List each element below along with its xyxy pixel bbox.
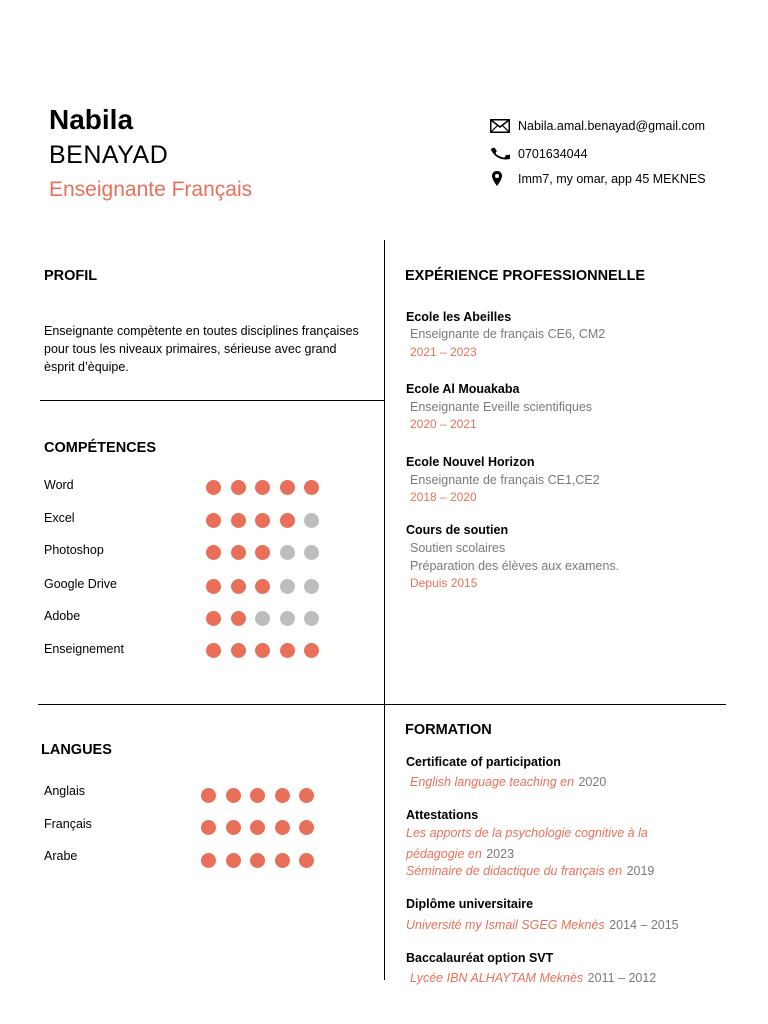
profile-divider (40, 400, 384, 401)
formation-title: FORMATION (405, 722, 492, 738)
rating-dot-filled (206, 611, 221, 626)
column-divider (384, 240, 385, 980)
experience-role: Enseignante Eveille scientifiques (410, 400, 593, 414)
experience-title: EXPÉRIENCE PROFESSIONNELLE (405, 268, 646, 284)
skill-label: Adobe (44, 609, 81, 623)
contact-address (490, 170, 706, 188)
skill-rating (206, 480, 319, 495)
experience-org: Ecole Al Mouakaba (406, 382, 520, 396)
rating-dot-filled (255, 643, 270, 658)
profile-title: PROFIL (44, 268, 98, 284)
first-name: Nabila (49, 104, 134, 135)
rating-dot-empty (304, 545, 319, 560)
experience-org: Ecole les Abeilles (406, 310, 512, 324)
formation-entry-detail: Université my Ismail SGEG Meknès 2014 – 2015 (406, 918, 679, 932)
formation-entry-detail: Séminaire de didactique du français en 2019 (406, 864, 655, 878)
last-name: BENAYAD (49, 141, 169, 169)
rating-dot-filled (280, 643, 295, 658)
rating-dot-filled (250, 853, 265, 868)
language-rating (201, 853, 314, 868)
experience-role: Soutien scolaires (410, 541, 506, 555)
contact-phone (490, 145, 588, 163)
address-text: Imm7, my omar, app 45 MEKNES (518, 172, 706, 186)
rating-dot-filled (280, 480, 295, 495)
rating-dot-filled (231, 643, 246, 658)
rating-dot-empty (255, 611, 270, 626)
rating-dot-empty (280, 611, 295, 626)
email-text[interactable]: Nabila.amal.benayad@gmail.com (518, 119, 706, 133)
rating-dot-filled (201, 820, 216, 835)
rating-dot-filled (201, 853, 216, 868)
language-rating (201, 788, 314, 803)
rating-dot-filled (231, 480, 246, 495)
languages-title: LANGUES (41, 742, 112, 758)
location-pin-icon (490, 170, 512, 188)
rating-dot-filled (226, 788, 241, 803)
formation-entry-detail: Les apports de la psychologie cognitive à la (406, 826, 648, 840)
rating-dot-filled (255, 513, 270, 528)
skill-rating (206, 545, 319, 560)
skill-rating (206, 513, 319, 528)
skill-rating (206, 643, 319, 658)
skill-label: Photoshop (44, 543, 104, 557)
rating-dot-empty (280, 579, 295, 594)
rating-dot-filled (304, 480, 319, 495)
rating-dot-filled (206, 513, 221, 528)
rating-dot-filled (250, 820, 265, 835)
formation-entry-title: Certificate of participation (406, 755, 561, 769)
rating-dot-filled (250, 788, 265, 803)
experience-org: Cours de soutien (406, 523, 509, 537)
rating-dot-filled (255, 579, 270, 594)
rating-dot-filled (299, 853, 314, 868)
experience-date: 2021 – 2023 (410, 345, 477, 359)
rating-dot-filled (206, 643, 221, 658)
experience-date: Depuis 2015 (410, 576, 478, 590)
formation-entry-title: Baccalauréat option SVT (406, 951, 554, 965)
rating-dot-filled (231, 513, 246, 528)
rating-dot-filled (304, 643, 319, 658)
rating-dot-filled (226, 853, 241, 868)
rating-dot-filled (231, 611, 246, 626)
rating-dot-filled (299, 788, 314, 803)
formation-entry-detail: English language teaching en 2020 (410, 775, 607, 789)
rating-dot-filled (201, 788, 216, 803)
formation-entry-title: Attestations (406, 808, 479, 822)
phone-icon (490, 145, 512, 163)
language-label: Français (44, 817, 92, 831)
rating-dot-filled (206, 480, 221, 495)
phone-text: 0701634044 (518, 147, 588, 161)
language-rating (201, 820, 314, 835)
experience-date: 2020 – 2021 (410, 417, 477, 431)
rating-dot-filled (280, 513, 295, 528)
formation-entry-detail: pédagogie en 2023 (406, 847, 515, 861)
rating-dot-filled (275, 788, 290, 803)
skill-label: Enseignement (44, 642, 124, 656)
experience-role: Enseignante de français CE1,CE2 (410, 473, 600, 487)
skill-rating (206, 611, 319, 626)
rating-dot-empty (304, 611, 319, 626)
experience-date: 2018 – 2020 (410, 490, 477, 504)
rating-dot-empty (304, 579, 319, 594)
rating-dot-filled (255, 545, 270, 560)
rating-dot-filled (206, 579, 221, 594)
skills-title: COMPÉTENCES (44, 440, 156, 456)
skill-label: Word (44, 478, 74, 492)
language-label: Anglais (44, 784, 85, 798)
rating-dot-filled (231, 545, 246, 560)
formation-entry-detail: Lycée IBN ALHAYTAM Meknès 2011 – 2012 (410, 971, 657, 985)
experience-org: Ecole Nouvel Horizon (406, 455, 535, 469)
rating-dot-empty (280, 545, 295, 560)
experience-role: Préparation des élèves aux examens. (410, 559, 620, 573)
skill-rating (206, 579, 319, 594)
skill-label: Excel (44, 511, 75, 525)
language-label: Arabe (44, 849, 78, 863)
section-divider (38, 704, 726, 705)
job-title: Enseignante Français (49, 178, 253, 201)
profile-text: Enseignante compètente en toutes disciplines françaises pour tous les niveaux primaires, sérieuse avec grand èsprit d’èquipe. (44, 324, 359, 374)
rating-dot-filled (275, 853, 290, 868)
rating-dot-filled (299, 820, 314, 835)
rating-dot-filled (275, 820, 290, 835)
contact-email (490, 117, 705, 135)
experience-role: Enseignante de français CE6, CM2 (410, 327, 606, 341)
skill-label: Google Drive (44, 577, 117, 591)
formation-entry-title: Diplôme universitaire (406, 897, 534, 911)
envelope-icon (490, 117, 512, 135)
rating-dot-filled (255, 480, 270, 495)
rating-dot-filled (206, 545, 221, 560)
rating-dot-filled (231, 579, 246, 594)
rating-dot-filled (226, 820, 241, 835)
rating-dot-empty (304, 513, 319, 528)
